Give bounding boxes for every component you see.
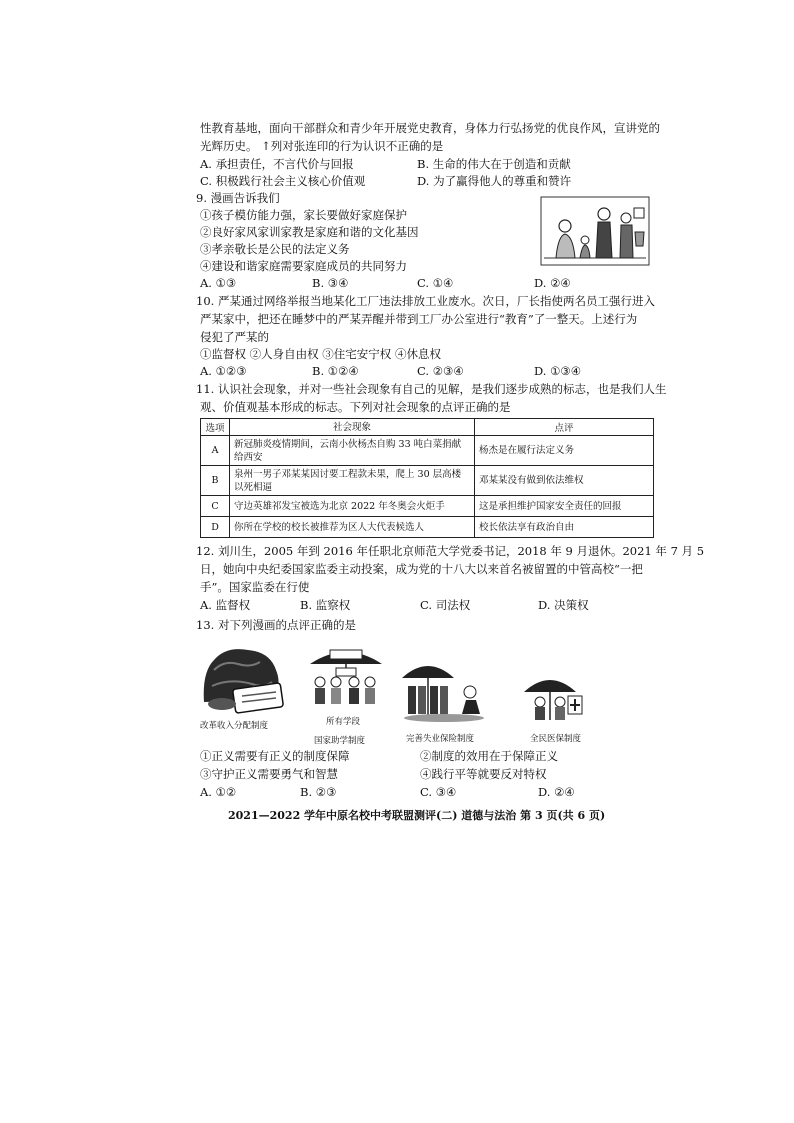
q9-statement-4: ④建设和谐家庭需要家庭成员的共同努力 <box>200 259 407 273</box>
q9-option-c: C. ①④ <box>417 276 454 290</box>
q8-option-a: A. 承担责任，不言代价与回报 <box>200 157 354 171</box>
cartoon-caption-3: 完善失业保险制度 <box>406 734 475 744</box>
q8-stem-line1: 性教育基地，面向干部群众和青少年开展党史教育，身体力行弘扬党的优良作风，宣讲党的 <box>200 121 660 135</box>
row-phenomenon: 你所在学校的校长被推荐为区人大代表候选人 <box>230 517 475 538</box>
table-row <box>201 436 654 466</box>
income-cartoon-icon <box>200 642 288 714</box>
row-phenomenon: 守边英雄祁发宝被选为北京 2022 年冬奥会火炬手 <box>230 496 475 517</box>
q10-option-a: A. ①②③ <box>200 364 247 378</box>
q9-option-b: B. ③④ <box>312 276 349 290</box>
table-row <box>201 466 654 496</box>
q12-option-d: D. 决策权 <box>538 598 589 612</box>
row-comment: 校长依法享有政治自由 <box>475 517 654 538</box>
row-option: D <box>201 517 230 538</box>
cartoon-caption-1: 改革收入分配制度 <box>200 721 269 731</box>
q13-statement-4: ④践行平等就要反对特权 <box>420 767 547 781</box>
row-phenomenon <box>230 436 475 466</box>
q13-option-d: D. ②④ <box>538 785 575 799</box>
q13-option-b: B. ②③ <box>300 785 337 799</box>
cartoon-caption-2: 国家助学制度 <box>314 736 366 746</box>
row-option: A <box>201 436 230 466</box>
q13-option-a: A. ①② <box>200 785 237 799</box>
q12-option-c: C. 司法权 <box>420 598 471 612</box>
q10-stem-line1: 10. 严某通过网络举报当地某化工厂违法排放工业废水。次日，厂长指使两名员工强行进入 <box>196 294 655 308</box>
q10-rights-list: ①监督权 ②人身自由权 ③住宅安宁权 ④休息权 <box>200 347 441 361</box>
row-comment: 杨杰是在履行法定义务 <box>475 436 654 466</box>
q12-stem-line1: 12. 刘川生，2005 年到 2016 年任职北京师范大学党委书记，2018 年 9 月退休。2021 年 7 月 5 <box>196 544 705 558</box>
q11-table <box>200 418 654 538</box>
q13-option-c: C. ③④ <box>420 785 457 799</box>
q9-statement-3: ③孝亲敬长是公民的法定义务 <box>200 242 350 256</box>
table-header-row <box>201 419 654 436</box>
q11-stem-line1: 11. 认识社会现象，并对一些社会现象有自己的见解，是我们逐步成熟的标志，也是我们人生 <box>196 382 667 396</box>
q10-stem-line3: 侵犯了严某的 <box>200 330 269 344</box>
row-phenomenon <box>230 466 475 496</box>
unemployment-cartoon-icon <box>400 652 490 724</box>
phenomenon-line2: 给西安 <box>234 451 263 463</box>
q12-option-b: B. 监察权 <box>300 598 351 612</box>
row-comment: 这是承担维护国家安全责任的回报 <box>475 496 654 517</box>
q12-stem-line3: 手”。国家监委在行使 <box>200 580 310 594</box>
q13-statement-3: ③守护正义需要勇气和智慧 <box>200 767 338 781</box>
q8-option-d: D. 为了赢得他人的尊重和赞许 <box>417 174 572 188</box>
q9-statement-1: ①孩子模仿能力强，家长要做好家庭保护 <box>200 208 407 222</box>
q9-option-a: A. ①③ <box>200 276 237 290</box>
table-row <box>201 517 654 538</box>
q13-statement-1: ①正义需要有正义的制度保障 <box>200 749 350 763</box>
q13-stem: 13. 对下列漫画的点评正确的是 <box>196 618 356 632</box>
family-cartoon-icon <box>540 196 650 266</box>
page-footer: 2021—2022 学年中原名校中考联盟测评(二) 道德与法治 第 3 页(共 6 页) <box>228 809 606 822</box>
q9-statement-2: ②良好家风家训家教是家庭和谐的文化基因 <box>200 225 419 239</box>
header-comment: 点评 <box>475 419 654 436</box>
q12-stem-line2: 日，她向中央纪委国家监委主动投案，成为党的十八大以来首名被留置的中管高校“一把 <box>200 562 643 576</box>
q9-option-d: D. ②④ <box>534 276 571 290</box>
q11-stem-line2: 观、价值观基本形成的标志。下列对社会现象的点评正确的是 <box>200 400 511 414</box>
q10-option-d: D. ①③④ <box>534 364 582 378</box>
header-option: 选项 <box>201 419 230 436</box>
row-comment: 邓某某没有做到依法维权 <box>475 466 654 496</box>
q10-option-c: C. ②③④ <box>417 364 464 378</box>
cartoon-caption-4: 全民医保制度 <box>530 734 582 744</box>
medical-insurance-cartoon-icon <box>520 668 590 726</box>
phenomenon-line1: 泉州一男子邓某某因讨要工程款未果，爬上 30 层高楼 <box>234 468 462 480</box>
cartoon-inner-label: 所有学段 <box>326 717 361 727</box>
q13-statement-2: ②制度的效用在于保障正义 <box>420 749 558 763</box>
header-phenomenon: 社会现象 <box>230 419 475 436</box>
row-option: B <box>201 466 230 496</box>
phenomenon-line1: 新冠肺炎疫情期间，云南小伙杨杰自购 33 吨白菜捐献 <box>234 438 462 450</box>
phenomenon-line2: 以死相逼 <box>234 481 273 493</box>
q10-stem-line2: 严某家中，把还在睡梦中的严某弄醒并带到工厂办公室进行“教育”了一整天。上述行为 <box>200 312 638 326</box>
table-row <box>201 496 654 517</box>
row-option: C <box>201 496 230 517</box>
q10-option-b: B. ①②④ <box>312 364 359 378</box>
student-aid-cartoon-icon <box>306 642 386 720</box>
q8-option-c: C. 积极践行社会主义核心价值观 <box>200 174 366 188</box>
q8-option-b: B. 生命的伟大在于创造和贡献 <box>417 157 571 171</box>
q8-stem-line2: 光辉历史。 ↑列对张连印的行为认识不正确的是 <box>200 139 444 153</box>
q9-stem: 9. 漫画告诉我们 <box>196 191 280 205</box>
q12-option-a: A. 监督权 <box>200 598 251 612</box>
